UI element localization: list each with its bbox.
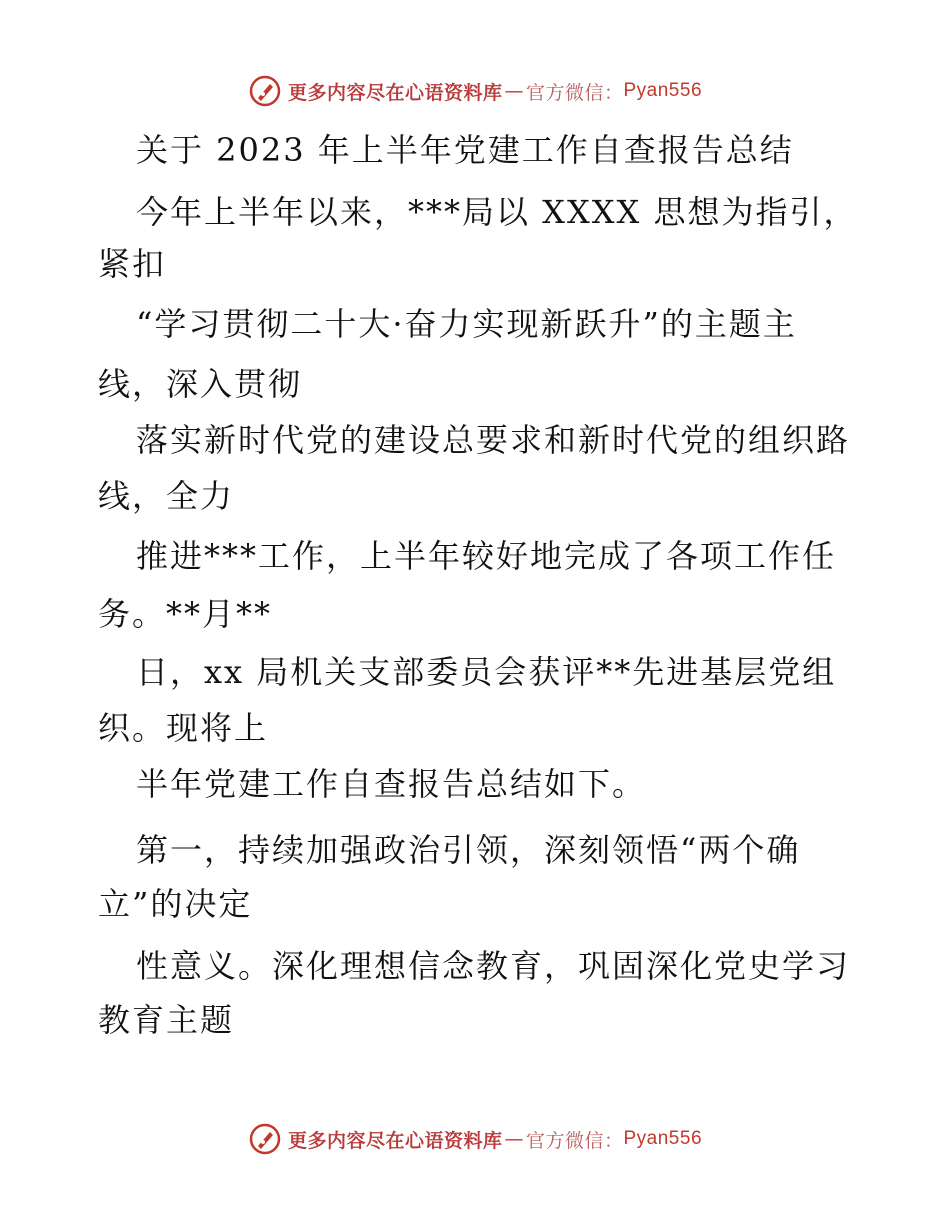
paragraph-line: 日，xx 局机关支部委员会获评**先进基层党组 [136,653,837,691]
footer-watermark [0,1119,950,1159]
paragraph-line: 织。现将上 [98,709,269,747]
paragraph-line: 线，深入贯彻 [98,365,303,403]
watermark-wechat-id: Pyan556 [623,80,703,101]
paragraph-line: 立”的决定 [98,885,253,923]
paragraph-line: 务。**月** [98,595,273,633]
paragraph-line: 推进***工作，上半年较好地完成了各项工作任 [136,537,837,575]
paragraph-line: 紧扣 [98,245,167,283]
watermark-label: 官方微信： [525,81,624,104]
paragraph-line: 教育主题 [98,1001,235,1039]
pen-nib-icon [248,1122,282,1156]
paragraph-line: 性意义。深化理想信念教育，巩固深化党史学习 [136,947,851,985]
watermark-label: 官方微信： [525,1129,624,1152]
watermark-dash: — [504,1128,524,1150]
watermark-site-text: 更多内容尽在心语资料库 [287,1129,503,1152]
watermark-site-text: 更多内容尽在心语资料库 [287,81,503,104]
watermark-dash: — [504,80,524,102]
paragraph-line: 落实新时代党的建设总要求和新时代党的组织路 [136,421,851,459]
paragraph-line: 第一，持续加强政治引领，深刻领悟“两个确 [136,831,801,869]
paragraph-line: 半年党建工作自查报告总结如下。 [136,765,647,803]
document-title: 关于 2023 年上半年党建工作自查报告总结 [136,131,794,169]
paragraph-line: 线，全力 [98,477,235,515]
pen-nib-icon [248,74,282,108]
paragraph-line: 今年上半年以来，***局以 XXXX 思想为指引， [136,193,858,231]
paragraph-line: “学习贯彻二十大·奋力实现新跃升”的主题主 [136,305,797,343]
watermark-wechat-id: Pyan556 [623,1128,703,1149]
header-watermark [0,71,950,111]
